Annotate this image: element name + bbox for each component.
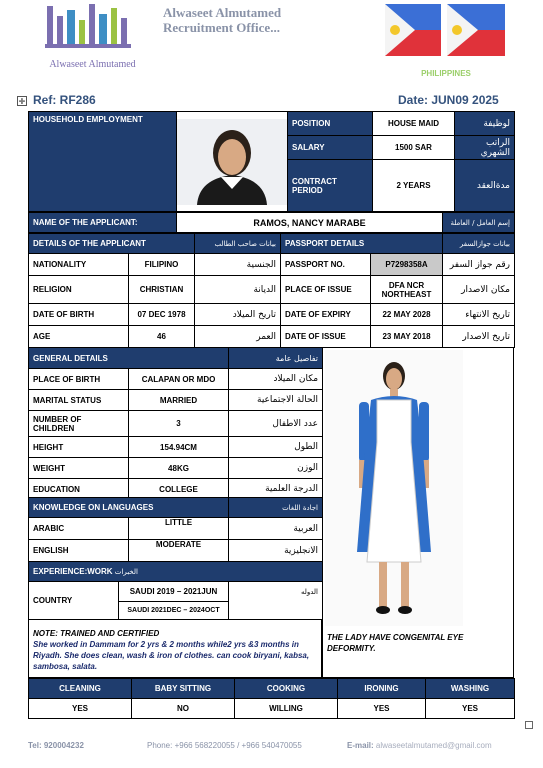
passport-label: DATE OF ISSUE <box>281 326 371 348</box>
detail-value: CHRISTIAN <box>129 276 195 304</box>
company-line1: Alwaseet Almutamed <box>163 5 282 20</box>
passport-ar: تاريخ الاصدار <box>443 326 515 348</box>
footer-email <box>347 741 492 750</box>
detail-ar: العمر <box>195 326 281 348</box>
general-value: MARRIED <box>129 390 229 411</box>
languages-title-ar: اجادة اللغات <box>229 498 323 518</box>
skill-value: YES <box>338 699 426 719</box>
flag-caption: PHILIPPINES <box>421 69 471 78</box>
passport-title: PASSPORT DETAILS <box>281 234 443 254</box>
general-label: NUMBER OF CHILDREN <box>29 411 129 437</box>
detail-label: DATE OF BIRTH <box>29 304 129 326</box>
languages-table <box>28 497 323 562</box>
general-title-ar: تفاصيل عامة <box>229 348 323 369</box>
passport-table <box>280 233 515 348</box>
passport-ar: رقم جواز السفر <box>443 254 515 276</box>
contract-value: 2 YEARS <box>373 160 455 212</box>
detail-ar: الديانة <box>195 276 281 304</box>
footer-phone: Phone: +966 568220055 / +966 540470055 <box>147 741 302 750</box>
details-title-ar: بيانات صاحب الطالب <box>195 234 281 254</box>
philippines-flags <box>385 2 507 78</box>
detail-label: RELIGION <box>29 276 129 304</box>
company-line2: Recruitment Office... <box>163 20 280 35</box>
salary-label: SALARY <box>288 136 373 160</box>
skill-value: YES <box>29 699 132 719</box>
passport-label: DATE OF EXPIRY <box>281 304 371 326</box>
note-text: She worked in Dammam for 2 yrs & 2 months while2 yrs &3 months in Riyadh. She does clean, wash & iron of clothes. can cook biryani, kabsa, sambosa, salata. <box>33 640 310 671</box>
language-label: ENGLISH <box>29 540 129 562</box>
detail-value: 46 <box>129 326 195 348</box>
photo-note: THE LADY HAVE CONGENITAL EYE DEFORMITY. <box>327 633 464 653</box>
general-title: GENERAL DETAILS <box>29 348 229 369</box>
applicant-full-body-photo <box>325 350 463 626</box>
photo-panel <box>322 347 514 678</box>
position-value: HOUSE MAID <box>373 112 455 136</box>
details-table <box>28 233 281 348</box>
name-ar: إسم العامل / العاملة <box>443 213 515 233</box>
passport-ar: مكان الاصدار <box>443 276 515 304</box>
detail-ar: تاريخ الميلاد <box>195 304 281 326</box>
detail-label: AGE <box>29 326 129 348</box>
experience-title-ar: الخبرات <box>114 568 138 576</box>
general-value: COLLEGE <box>129 479 229 500</box>
experience-title-en: EXPERIENCE:WORK <box>33 567 113 576</box>
general-ar: الدرجة العلمية <box>229 479 323 500</box>
skill-header: COOKING <box>235 679 338 699</box>
general-ar: الطول <box>229 437 323 458</box>
logo-caption: Alwaseet Almutamed <box>49 59 136 70</box>
experience-table <box>28 561 323 620</box>
resize-handle[interactable] <box>525 721 533 729</box>
experience-row: SAUDI 2021DEC – 2024OCT <box>119 602 229 620</box>
detail-value: FILIPINO <box>129 254 195 276</box>
name-label: NAME OF THE APPLICANT: <box>29 213 177 233</box>
skill-header: IRONING <box>338 679 426 699</box>
general-table <box>28 347 323 500</box>
note-title: NOTE: TRAINED AND CERTIFIED <box>33 629 160 638</box>
passport-title-ar: بيانات جوازالسفر <box>443 234 515 254</box>
email-link[interactable]: alwaseetalmutamed@gmail.com <box>375 741 492 750</box>
passport-number: P7298358A <box>371 254 443 276</box>
passport-label: PASSPORT NO. <box>281 254 371 276</box>
general-value: 3 <box>129 411 229 437</box>
skill-value: WILLING <box>235 699 338 719</box>
general-value: 154.94CM <box>129 437 229 458</box>
applicant-headshot <box>177 119 287 205</box>
language-label: ARABIC <box>29 518 129 540</box>
salary-ar: الراتب الشهري <box>455 136 515 160</box>
language-level: MODERATE <box>129 540 229 562</box>
languages-title: KNOWLEDGE ON LANGUAGES <box>29 498 229 518</box>
company-logo <box>35 0 150 70</box>
language-ar: الانجليزية <box>229 540 323 562</box>
detail-value: 07 DEC 1978 <box>129 304 195 326</box>
detail-label: NATIONALITY <box>29 254 129 276</box>
contract-ar: مدةالعقد <box>455 160 515 212</box>
skills-table <box>28 678 515 719</box>
country-ar: الدوله <box>229 582 323 620</box>
general-ar: عدد الاطفال <box>229 411 323 437</box>
general-label: HEIGHT <box>29 437 129 458</box>
skill-header: WASHING <box>426 679 515 699</box>
experience-row: SAUDI 2019 – 2021JUN <box>119 582 229 602</box>
experience-title <box>29 562 323 582</box>
footer-tel: Tel: 920004232 <box>28 741 84 750</box>
language-ar: العربية <box>229 518 323 540</box>
passport-value: DFA NCR NORTHEAST <box>371 276 443 304</box>
contract-label: CONTRACT PERIOD <box>288 160 373 212</box>
general-value: CALAPAN OR MDO <box>129 369 229 390</box>
company-name <box>163 5 281 35</box>
household-label: HOUSEHOLD EMPLOYMENT <box>29 112 177 212</box>
general-label: EDUCATION <box>29 479 129 500</box>
general-ar: الحالة الاجتماعية <box>229 390 323 411</box>
skill-value: NO <box>132 699 235 719</box>
details-title: DETAILS OF THE APPLICANT <box>29 234 195 254</box>
passport-label: PLACE OF ISSUE <box>281 276 371 304</box>
email-label: E-mail: <box>347 741 376 750</box>
note-box <box>28 620 322 678</box>
document-date: Date: JUN09 2025 <box>398 93 499 107</box>
general-label: MARITAL STATUS <box>29 390 129 411</box>
household-table <box>28 111 515 212</box>
skill-header: BABY SITTING <box>132 679 235 699</box>
passport-ar: تاريخ الانتهاء <box>443 304 515 326</box>
reference-number: Ref: RF286 <box>33 93 96 107</box>
general-ar: مكان الميلاد <box>229 369 323 390</box>
applicant-name-row <box>28 212 515 233</box>
salary-value: 1500 SAR <box>373 136 455 160</box>
general-ar: الوزن <box>229 458 323 479</box>
skill-header: CLEANING <box>29 679 132 699</box>
passport-value: 23 MAY 2018 <box>371 326 443 348</box>
general-label: PLACE OF BIRTH <box>29 369 129 390</box>
position-ar: لوظيفة <box>455 112 515 136</box>
move-handle-icon[interactable]: ✛ <box>18 97 26 106</box>
general-value: 48KG <box>129 458 229 479</box>
language-level: LITTLE <box>129 518 229 540</box>
position-label: POSITION <box>288 112 373 136</box>
country-label: COUNTRY <box>29 582 119 620</box>
skill-value: YES <box>426 699 515 719</box>
detail-ar: الجنسية <box>195 254 281 276</box>
applicant-name: RAMOS, NANCY MARABE <box>177 213 443 233</box>
passport-value: 22 MAY 2028 <box>371 304 443 326</box>
general-label: WEIGHT <box>29 458 129 479</box>
